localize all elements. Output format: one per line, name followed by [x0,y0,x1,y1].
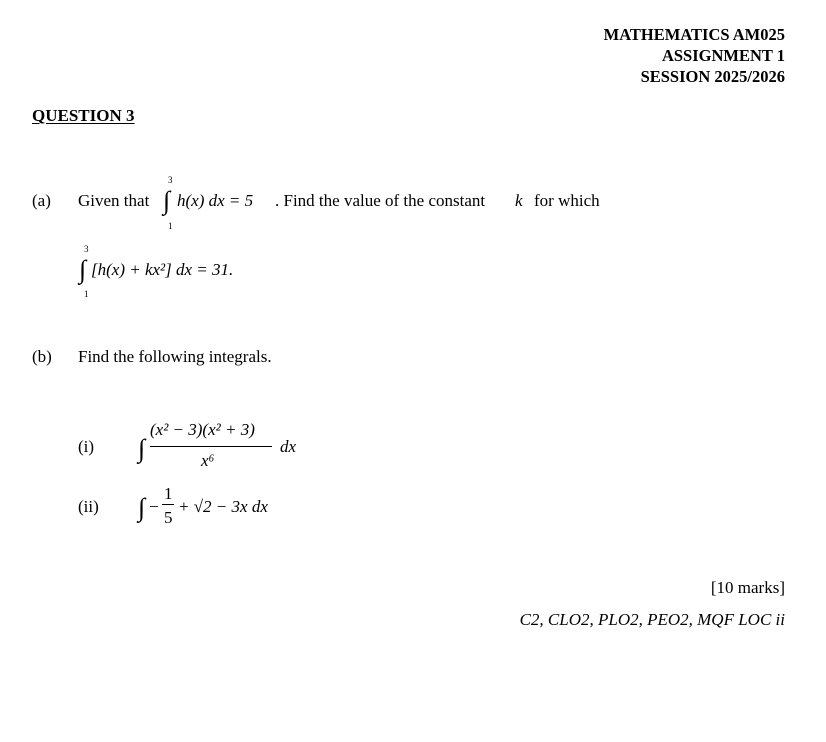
item-i-dx: dx [280,437,297,456]
question-title: QUESTION 3 [32,106,135,125]
integral-sign: ∫ [138,434,146,463]
integral2-expression: [h(x) + kx²] dx = 31. [91,260,234,279]
item-ii-fraction-numerator: 1 [164,484,173,503]
integral-sign: ∫ [163,186,171,215]
part-b-instruction: Find the following integrals. [78,347,272,366]
item-ii-fraction-bar [162,504,174,505]
part-a-given-text: Given that [78,191,150,210]
item-i-fraction-bar [150,446,272,447]
item-i-numerator: (x² − 3)(x² + 3) [150,420,255,439]
document-header [604,24,785,87]
item-i-label: (i) [78,437,95,456]
outcome-codes: C2, CLO2, PLO2, PEO2, MQF LOC ii [519,610,785,629]
item-ii-rest: + √2 − 3x dx [178,497,268,516]
part-a-label: (a) [32,191,51,210]
integral1-expression [177,191,253,211]
marks-label: [10 marks] [710,578,785,597]
integral1-suffix: . Find the value of the constant [275,191,486,210]
integral1-lower-limit: 1 [168,221,173,231]
item-ii-negative-sign: − [149,497,159,516]
assignment-label: ASSIGNMENT 1 [661,46,785,65]
integral-sign: ∫ [138,493,146,522]
integral2-lower-limit: 1 [84,289,89,299]
integral2-upper-limit: 3 [84,244,89,254]
integral-sign: ∫ [79,255,87,284]
session-label: SESSION 2025/2026 [640,67,785,86]
for-which-text: for which [534,191,600,210]
item-ii-fraction-denominator: 5 [164,508,173,527]
course-code: MATHEMATICS AM025 [603,25,785,44]
integral1-integrand: h(x) dx = 5 [177,191,254,210]
item-i-denominator: x⁶ [201,451,215,470]
constant-k: k [515,191,523,210]
item-ii-label: (ii) [78,497,99,516]
integral1-upper-limit: 3 [168,175,173,185]
part-b-label: (b) [32,347,52,366]
